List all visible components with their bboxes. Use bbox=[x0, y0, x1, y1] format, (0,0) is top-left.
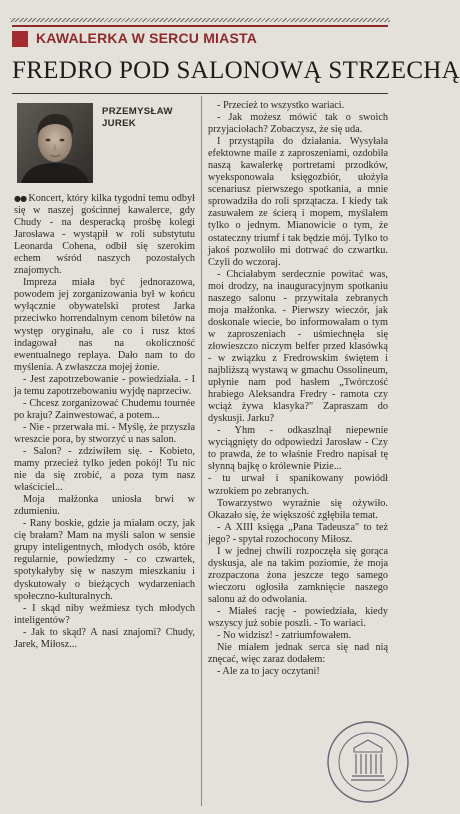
article-paragraph: Towarzystwo wyraźnie się ożywiło. Okazało się, że większość zgłębiła temat. bbox=[208, 497, 388, 521]
article-paragraph: ●● Koncert, który kilka tygodni temu odbył się w naszej gościnnej kawalerce, gdy Chudy - na desperacką prośbę kolegi Jarosława - wystąpił w roli substytutu Leonarda Cohena, odbił się szerokim echem wśród naszych pozostałych znajomych. bbox=[14, 193, 196, 277]
article-column-right bbox=[208, 100, 388, 678]
author-photo bbox=[17, 103, 93, 183]
article-paragraph: - Nie - przerwała mi. - Myślę, że przyszła wreszcie pora, by stworzyć u nas salon. bbox=[14, 421, 195, 445]
headline-divider bbox=[12, 93, 388, 94]
article-paragraph: Nie miałem jednak serca się nad nią znęcać, więc zaraz dodałem: bbox=[208, 642, 388, 666]
article-column-left bbox=[14, 193, 195, 651]
article-paragraph: - Przecież to wszystko wariaci. bbox=[217, 100, 345, 111]
column-rubric bbox=[12, 25, 388, 46]
rubric-label: KAWALERKA W SERCU MIASTA bbox=[36, 30, 258, 46]
article-headline: FREDRO POD SALONOWĄ STRZECHĄ bbox=[12, 57, 460, 84]
rubric-color-bar bbox=[12, 31, 28, 47]
author-first-name: PRZEMYSŁAW bbox=[102, 106, 173, 117]
article-paragraph: - Miałeś rację - powiedziała, kiedy wszyscy już sobie poszli. - To wariaci. bbox=[208, 605, 388, 630]
article-paragraph: - Chcesz zorganizować Chudemu tournée po kraju? Zainwestować, a potem... bbox=[14, 397, 195, 421]
article-paragraph: I przystąpiła do działania. Wysyłała efektowne maile z zaproszeniami, ozdobiła naszą kawalerkę portretami przodków, wyeksponowała księgozbiór, ułożyła scenariusz pierwszego spotkania, a mnie sprowadziła do roli sprzątacza. I kiedy tak zasuwałem ze ścierą i mopem, myślałem tylko o jednym. Mianowicie o tym, że ostateczny triumf i tak będzie mój. Tylko to jakoś pozwoliło mi dotrwać do czwartku. Czyli do wczoraj. bbox=[208, 136, 388, 268]
article-paragraph: - tu urwał i spanikowany powiódł wzrokiem po zebranych. bbox=[208, 473, 388, 497]
article-paragraph: - I skąd niby weźmiesz tych młodych inteligentów? bbox=[14, 602, 195, 626]
library-stamp bbox=[324, 716, 398, 808]
author-byline bbox=[102, 106, 173, 130]
lead-bullet-icon: ●● bbox=[14, 194, 27, 203]
article-paragraph: - Jak to skąd? A nasi znajomi? Chudy, Jarek, Miłosz... bbox=[14, 626, 195, 650]
article-paragraph: - Ale za to jacy oczytani! bbox=[217, 666, 320, 678]
article-paragraph: - Yhm - odkaszlnął niepewnie wyciągnięty do odpowiedzi Jarosław - Czy to prawda, że to właśnie Fredro napisał tę słynną bajkę o królewnie Pizie... bbox=[208, 425, 388, 473]
decorative-hatched-rule bbox=[10, 18, 390, 22]
article-paragraph: - No widzisz! - zatriumfowałem. bbox=[217, 630, 352, 642]
article-paragraph: - Jest zapotrzebowanie - powiedziała. - I ja temu zapotrzebowaniu wyjdę naprzeciw. bbox=[14, 373, 195, 397]
article-paragraph: Moja małżonka uniosła brwi w zdumieniu. bbox=[14, 494, 195, 518]
article-paragraph: I w jednej chwili rozpoczęła się gorąca dyskusja, ale na takim poziomie, że moja zrozpaczona żona jeszcze tego samego wieczoru ogłosiła zamknięcie naszego salonu aż do odwołania. bbox=[208, 545, 388, 605]
article-paragraph: - Salon? - zdziwiłem się. - Kobieto, mamy przecież tylko jeden pokój! Tu nic nie da się zrobić, a poza tym nasz właściciel... bbox=[14, 445, 195, 494]
column-divider bbox=[201, 96, 202, 806]
author-last-name: JUREK bbox=[102, 118, 137, 129]
article-paragraph: - A XIII księga „Pana Tadeusza" to też jego? - spytał rozochocony Miłosz. bbox=[208, 521, 388, 545]
article-paragraph: - Jak możesz mówić tak o swoich przyjaciołach? Zobaczysz, że się uda. bbox=[208, 112, 388, 136]
article-paragraph: - Rany boskie, gdzie ja miałam oczy, jak cię brałam? Mam na myśli salon w sensie grupy inteligentnych, młodych osób, które regularnie, powiedzmy - co czwartek, spotykałyby się w naszym mieszkaniu i dyskutowały o bieżących wydarzeniach społeczno-kulturalnych. bbox=[14, 518, 195, 602]
article-paragraph: - Chciałabym serdecznie powitać was, moi drodzy, na inauguracyjnym spotkaniu naszego salonu - przywitała zebranych moja małżonka. - Pierwszy wieczór, jak doskonale wiecie, bo informowałam o tym w zaproszeniach - uśmiechnęła się złowieszczo niczym belfer przed klasówką - w związku z Fredrowskim świętem i najbliższą wystawą w gmachu Ossolineum, upłynie nam pod hasłem „Twórczość hrabiego Aleksandra Fredry - ramota czy wciąż żywa klasyka?" Zapraszam do dyskusji. Jarku? bbox=[208, 268, 388, 425]
article-paragraph: Impreza miała być jednorazowa, powodem jej zorganizowania był w końcu wyłącznie obywatelski protest Jarka przeciwko horrendalnym cenom biletów na występ oryginału, ale co i rusz ktoś indagował nas na okoliczność ewentualnego replaya. Dało nam to do myślenia. A zwłaszcza mojej żonie. bbox=[14, 277, 195, 373]
